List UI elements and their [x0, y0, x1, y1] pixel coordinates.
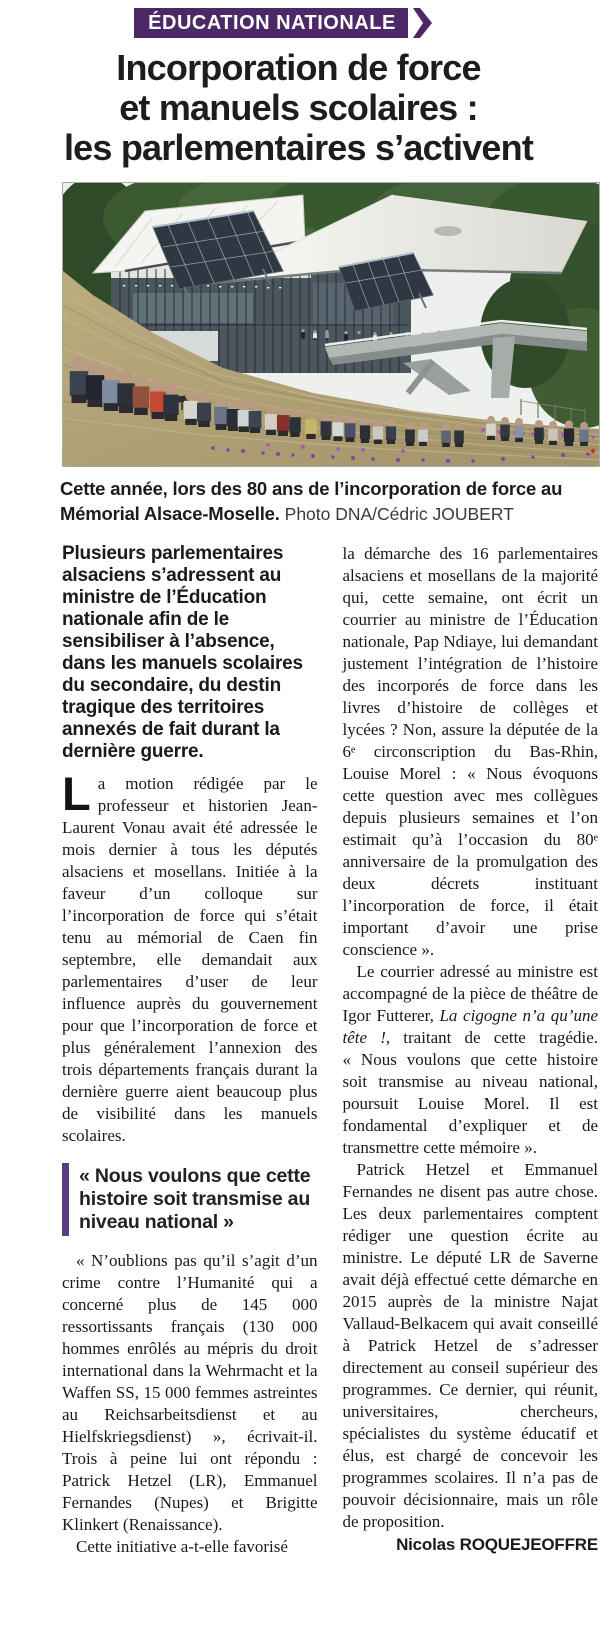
headline-line-1: Incorporation de force	[116, 47, 481, 88]
headline-line-3: les parlementaires s’activent	[63, 127, 534, 168]
headline	[0, 48, 605, 168]
paragraph-6: Patrick Hetzel et Emmanuel Fernandes ne disent pas autre chose. Les deux parlementaires comptent rédiger une question écrite au ministre. Le député LR de Saverne avait déjà effectué cette démarche en 2015 auprès de la ministre Najat Vallaud-Belkacem qui avait conseillé à Patrick Hetzel de s’adresser directement au conseil supérieur des programmes. Ce dernier, qui réunit, universitaires, chercheurs, spécialistes du système éducatif et élus, est chargé de concevoir les programmes scolaires. Il n’a pas de pouvoir décisionnaire, mais un rôle de proposition.	[342, 1160, 598, 1531]
paragraph-5	[343, 961, 599, 1159]
paragraph-5-text-b: , traitant de cette tragédie. « Nous voulons que cette histoire soit transmise au niveau national, poursuit Louise Morel. Il est fondamental d’expliquer et de transmettre cette mémoire ».	[342, 1028, 598, 1157]
dropcap: L	[62, 767, 91, 820]
photo-caption	[60, 476, 580, 527]
kicker-label: ÉDUCATION NATIONALE	[134, 8, 408, 38]
kicker-arrow-icon	[411, 8, 433, 38]
article-photo	[62, 182, 600, 467]
photo-credit: Photo DNA/Cédric JOUBERT	[284, 504, 514, 524]
paragraph-3: Cette initiative a-t-elle favorisé	[76, 1537, 288, 1556]
paragraph-2: « N’oublions pas qu’il s’agit d’un crime contre l’Humanité qui a concerné plus de 145 000 ressortissants français (130 000 hommes enrôlés au mépris du droit international dans la Wehrmacht et la Waffen SS, 15 000 femmes astreintes au Reichsarbeitsdienst et au Hielfskriegsdienst) », écrivait-il. Trois à peine lui ont répondu : Patrick Hetzel (LR), Emmanuel Fernandes (Nupes) et Brigitte Klinkert (Renaissance).	[62, 1251, 318, 1534]
paragraph-1-text: a motion rédigée par le professeur et historien Jean-Laurent Vonau avait été adressée le mois dernier à tous les députés alsaciens et mosellans. Initiée à la faveur d’un colloque sur l’incorporation de force qui s’était tenu au mémorial de Caen fin septembre, elle demandait aux parlementaires d’user de leur influence auprès du gouvernement pour que l’incorporation de force et plus généralement l’annexion des trois départements français durant la dernière guerre aient beaucoup plus de visibilité dans les manuels scolaires.	[62, 774, 318, 1145]
kicker-row	[0, 0, 590, 38]
paragraph-1	[62, 767, 318, 1147]
paragraph-5-text-a: Le courrier adressé au ministre est accompagné de la pièce de théâtre de Igor Futterer,	[342, 962, 598, 1025]
byline: Nicolas ROQUEJEOFFRE	[396, 1535, 598, 1554]
column-right	[343, 543, 599, 1558]
play-title: La cigogne n’a qu’une tête !	[342, 1006, 598, 1047]
article-intro: Plusieurs parlementaires alsaciens s’adressent au ministre de l’Éducation nationale afin de le sensibiliser à l’absence, dans les manuels scolaires du secondaire, du destin tragique des territoires annexés de fait durant la dernière guerre.	[62, 543, 303, 762]
kicker-banner	[134, 8, 433, 38]
headline-line-2: et manuels scolaires :	[119, 87, 478, 128]
paragraph-4: la démarche des 16 parlementaires alsaciens et mosellans de la majorité qui, cette semaine, ont écrit un courrier au ministre de l’Éducation nationale, Pap Ndiaye, lui demandant justement l’intégration de l’histoire des incorporés de force dans les livres d’histoire de collèges et lycées ? Non, assure la députée de la 6ᵉ circonscription du Bas-Rhin, Louise Morel : « Nous évoquons cette question avec mes collègues depuis plusieurs semaines et l’on estimait qu’à l’occasion du 80ᵉ anniversaire de la promulgation des deux décrets instituant l’incorporation de force, il était important d’avoir une prise conscience ».	[342, 544, 598, 959]
pull-quote: « Nous voulons que cette histoire soit transmise au niveau national »	[62, 1163, 318, 1236]
caption-text: Cette année, lors des 80 ans de l’incorporation de force au Mémorial Alsace-Moselle.	[60, 478, 563, 524]
column-left	[62, 543, 318, 1558]
article-body	[62, 543, 598, 1558]
